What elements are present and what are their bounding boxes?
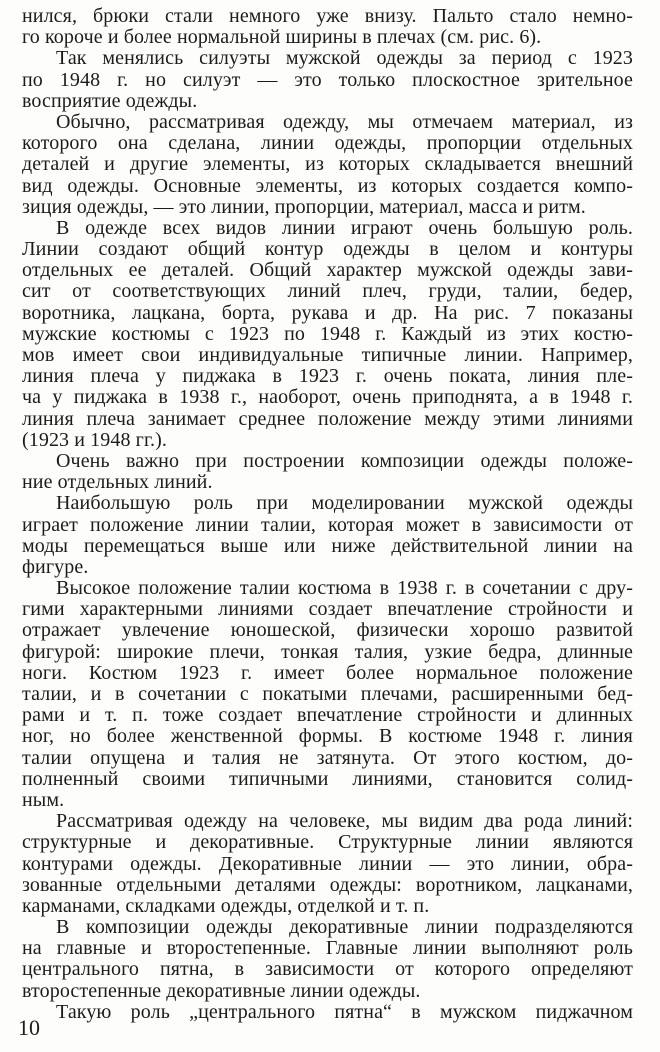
text-line: ча у пиджака в 1938 г., наоборот, очень приподнята, а в 1948 г. [22,386,633,409]
paragraph-first-line: Наибольшую роль при моделировании мужской одежды [56,492,633,515]
text-line: второстепенные декоративные линии одежды. [22,979,421,1002]
text-line: мов имеет свои индивидуальные типичные линии. Например, [22,344,633,366]
text-line: талии, и в сочетании с покатыми плечами, расширенными бед- [22,683,633,705]
text-line: гими характерными линиями создает впечатление стройности и [22,598,633,621]
text-line: фигурой: широкие плечи, тонкая талия, узкие бедра, длинные [22,640,633,663]
paragraph-first-line: В композиции одежды декоративные линии подразделяются [56,916,633,939]
text-line: сит от соответствующих линий плеч, груди, талии, бедер, [22,280,633,303]
text-line: контурами одежды. Декоративные линии — это линии, обра- [22,852,633,875]
text-line: отдельных ее деталей. Общий характер мужской одежды зави- [22,259,633,282]
paragraph-first-line: Такую роль „центрального пятна“ в мужском пиджачном [56,1000,633,1023]
paragraph-first-line: Очень важно при построении композиции одежды положе- [56,449,633,472]
text-line: (1923 и 1948 гг.). [22,428,167,451]
paragraph-first-line: Высокое положение талии костюма в 1938 г. в сочетании с дру- [56,577,633,600]
text-line: на главные и второстепенные. Главные линии выполняют роль [22,937,633,960]
text-line: деталей и другие элементы, из которых складывается внешний [22,153,633,176]
text-line: центрального пятна, в зависимости от которого определяют [22,958,633,981]
text-line: талии опущена и талия не затянута. От этого костюм, до- [22,746,633,769]
paragraph-first-line: Рассматривая одежду на человеке, мы видим два рода линий: [56,810,633,833]
paragraph-first-line: В одежде всех видов линии играют очень большую роль. [56,216,633,239]
text-line: ным. [22,788,65,811]
text-line: зиция одежды, — это линии, пропорции, материал, масса и ритм. [22,195,586,218]
body-text [22,6,633,1023]
text-line: фигуре. [22,555,89,578]
paragraph-first-line: Обычно, рассматривая одежду, мы отмечаем материал, из [56,110,633,133]
text-line: играет положение линии талии, которая может в зависимости от [22,513,633,536]
text-line: воротника, лацкана, борта, рукава и др. На рис. 7 показаны [22,301,633,324]
page-number: 10 [18,1015,40,1040]
text-line: Линии создают общий контур одежды в целом и контуры [22,238,633,261]
text-line: рами и т. п. тоже создает впечатление стройности и длинных [22,704,633,727]
text-line: линия плеча занимает среднее положение между этими линиями [22,407,633,430]
text-line: ние отдельных линий. [22,471,213,494]
text-line: ног, но более женственной формы. В костюме 1948 г. линия [22,725,633,748]
text-line: по 1948 г. но силуэт — это только плоскостное зрительное [22,68,633,91]
text-line: зованные отдельными деталями одежды: воротником, лацканами, [22,873,633,896]
text-line: вид одежды. Основные элементы, из которых создается компо- [22,174,633,197]
text-line: го короче и более нормальной ширины в плечах (см. рис. 6). [22,26,542,49]
text-line: ноги. Костюм 1923 г. имеет более нормальное положение [22,661,633,684]
text-line: моды перемещаться выше или ниже действительной линии на [22,534,633,557]
text-line: мужские костюмы с 1923 по 1948 г. Каждый из этих костю- [22,322,633,345]
text-line: восприятие одежды. [22,89,198,112]
text-line: нился, брюки стали немного уже внизу. Пальто стало немно- [22,5,633,27]
paragraph-first-line: Так менялись силуэты мужской одежды за период с 1923 [56,47,633,70]
text-line: которого она сделана, линии одежды, пропорции отдельных [22,132,633,155]
text-line: карманами, складками одежды, отделкой и т. п. [22,894,430,917]
text-line: полненный своими типичными линиями, становится солид- [22,767,633,790]
text-line: линия плеча у пиджака в 1923 г. очень поката, линия пле- [22,365,633,388]
text-line: структурные и декоративные. Структурные линии являются [22,831,633,854]
text-line: отражает увлечение юношеской, физически хорошо развитой [22,619,633,642]
